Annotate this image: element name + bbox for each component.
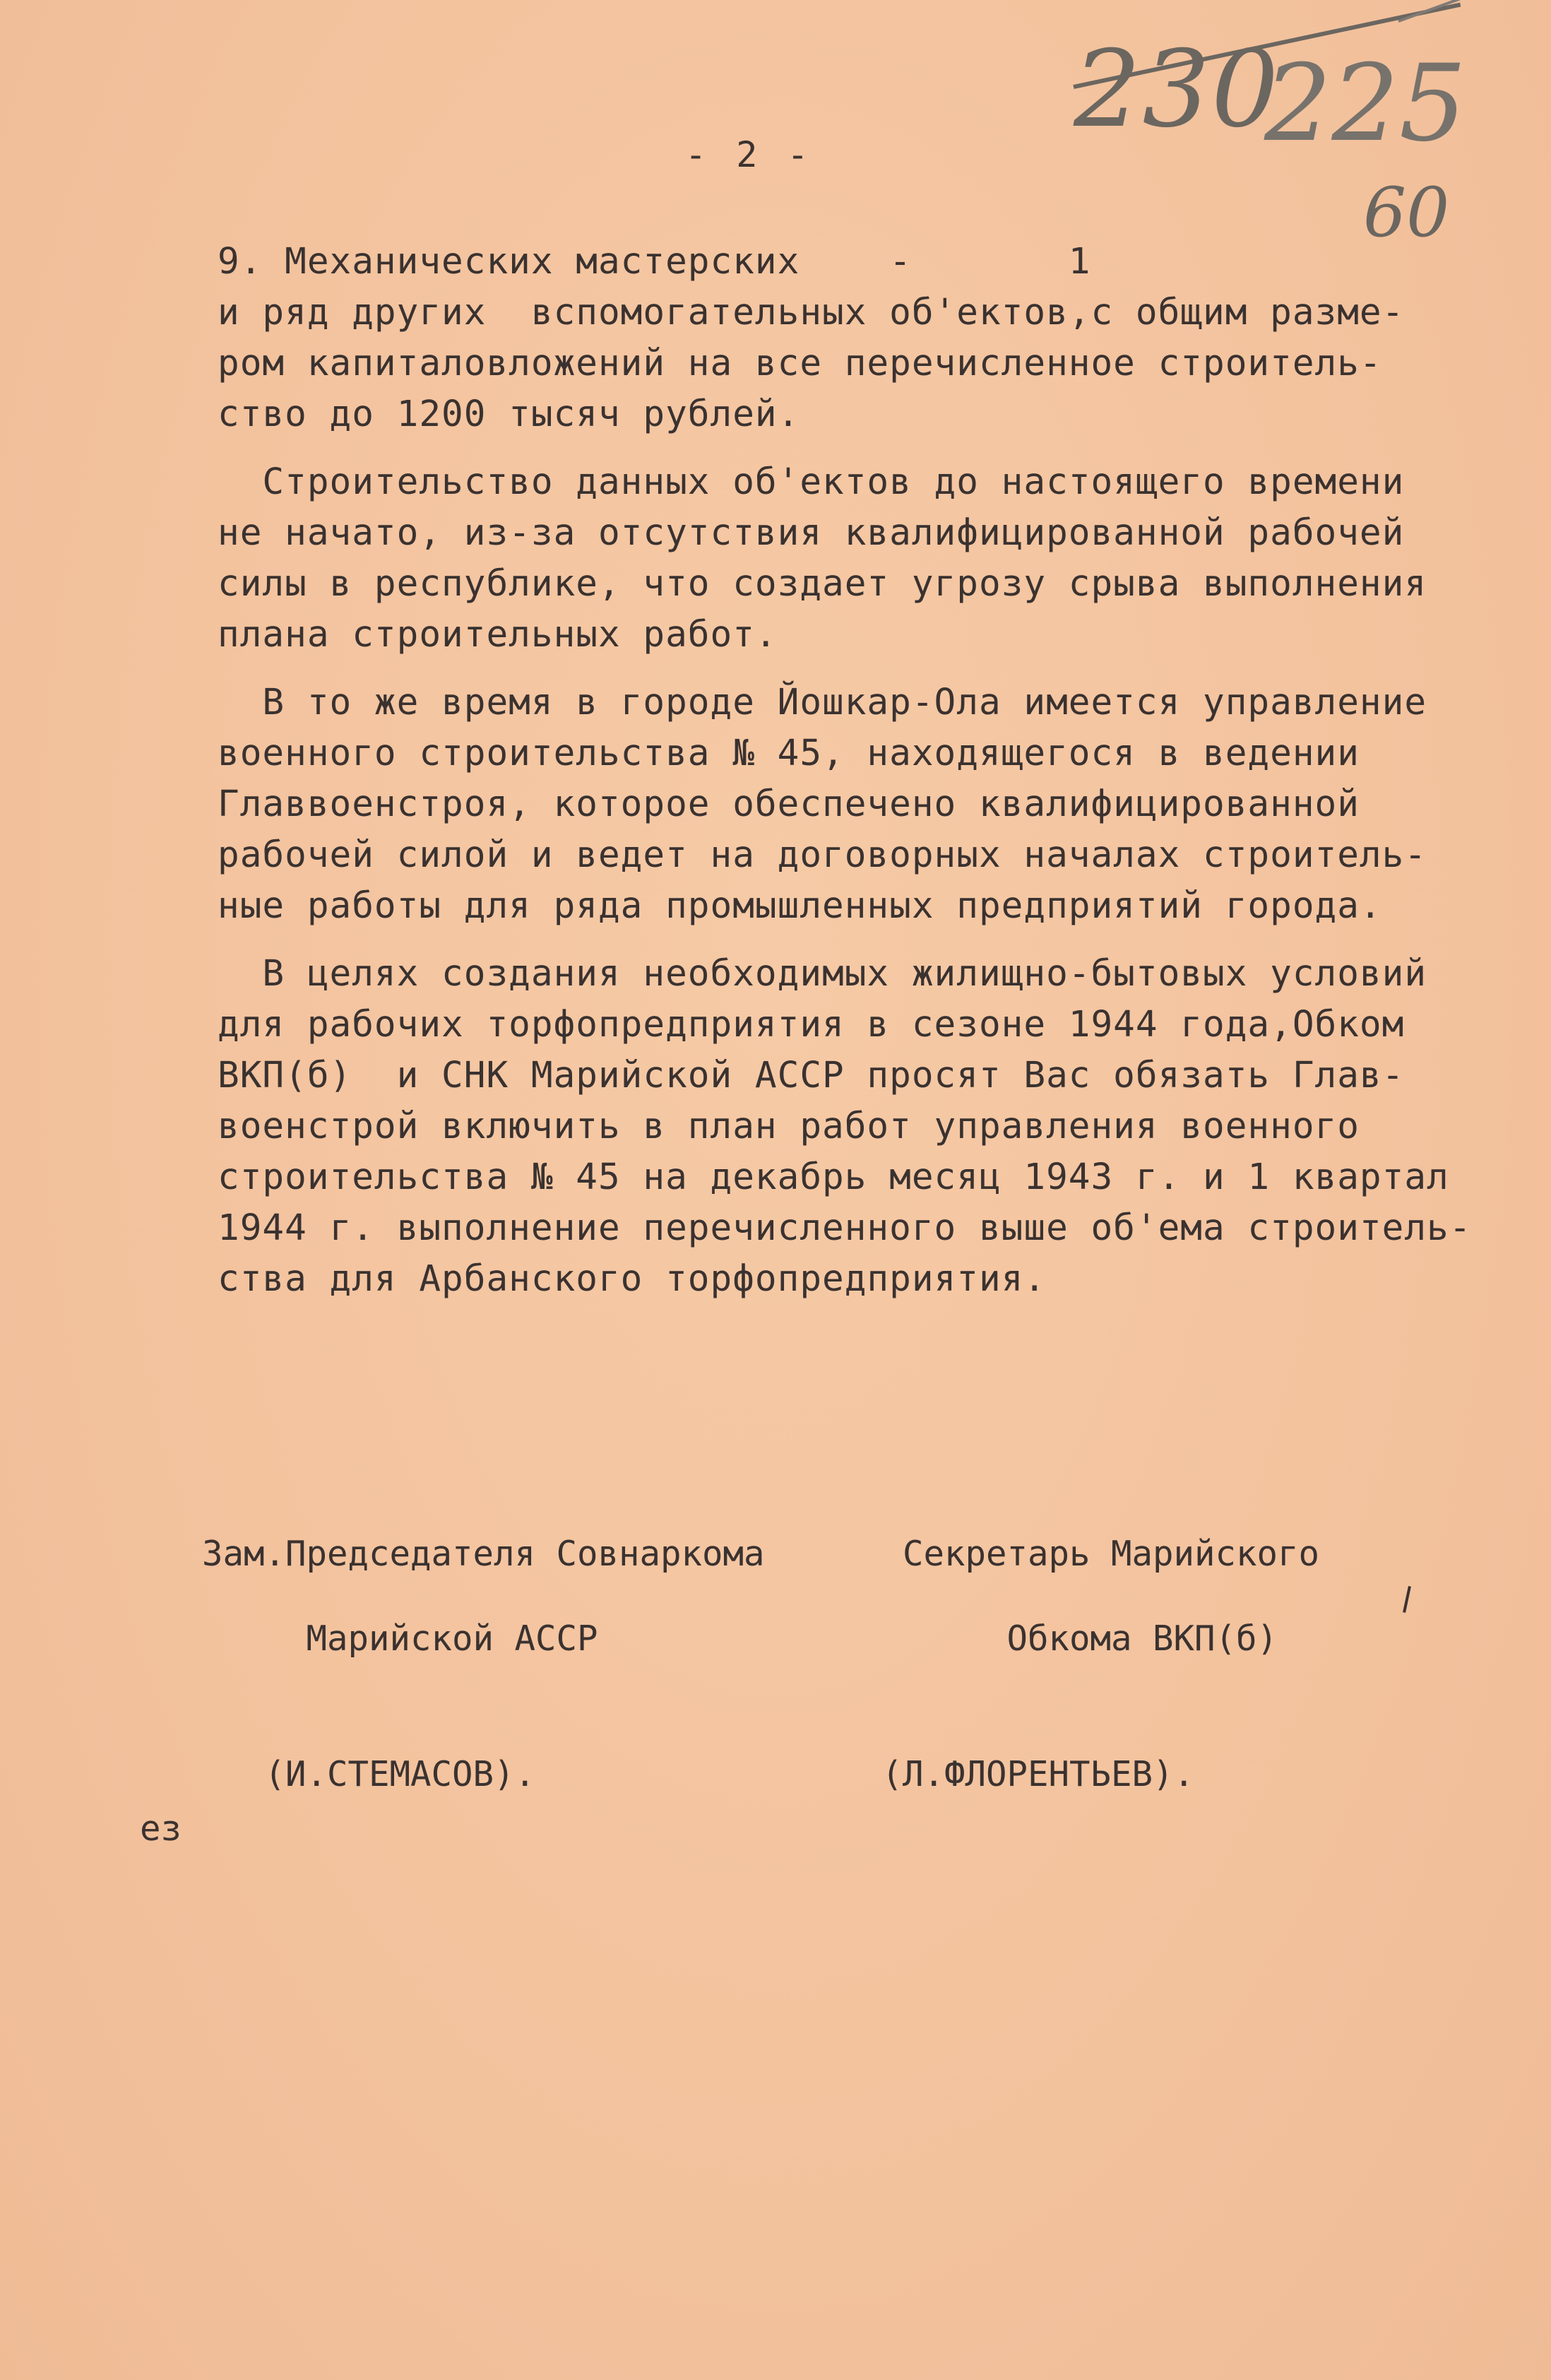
typist-initials: ез — [140, 1808, 182, 1849]
body-line: военстрой включить в план работ управления военного — [218, 1106, 1360, 1147]
signatory-name: (И.СТЕМАСОВ). — [119, 1754, 536, 1794]
letter-body — [218, 237, 1510, 1305]
body-line: ВКП(б) и СНК Марийской АССР просят Вас обязать Глав- — [218, 1055, 1405, 1096]
body-line: ство до 1200 тысяч рублей. — [218, 393, 800, 435]
signatory-title: Секретарь Марийского — [903, 1534, 1320, 1574]
body-line: военного строительства № 45, находящегося в ведении — [218, 733, 1360, 774]
body-line: 1944 г. выполнение перечисленного выше об'ема строитель- — [218, 1207, 1472, 1249]
body-line: строительства № 45 на декабрь месяц 1943 г. и 1 квартал — [218, 1156, 1449, 1198]
body-line: и ряд других вспомогательных об'ектов,с общим разме- — [218, 292, 1405, 333]
body-line: 9. Механических мастерских - 1 — [218, 241, 1091, 283]
body-line: не начато, из-за отсутствия квалифицированной рабочей — [218, 512, 1405, 554]
body-line: силы в республике, что создает угрозу срыва выполнения — [218, 563, 1427, 605]
crossed-out-archive-number: 225 — [1264, 42, 1467, 165]
signature-block-left — [119, 1491, 765, 1881]
archive-number: 230 — [1074, 28, 1280, 151]
page-number: - 2 - — [685, 134, 813, 175]
signatory-title-line2: Обкома ВКП(б) — [903, 1618, 1278, 1659]
body-line: В целях создания необходимых жилищно-бытовых условий — [218, 953, 1427, 995]
body-line: Строительство данных об'ектов до настоящего времени — [218, 461, 1405, 503]
paragraph-gap — [218, 932, 1510, 949]
body-line: ные работы для ряда промышленных предприятий города. — [218, 885, 1382, 927]
body-line: плана строительных работ. — [218, 614, 778, 656]
body-line: В то же время в городе Йошкар-Ола имеется управление — [218, 682, 1427, 723]
sheet-number: 60 — [1363, 173, 1450, 252]
pen-tick-mark — [1403, 1586, 1411, 1613]
body-line: рабочей силой и ведет на договорных началах строитель- — [218, 834, 1427, 876]
signature-block-right — [819, 1491, 1319, 1881]
body-line: ства для Арбанского торфопредприятия. — [218, 1258, 1047, 1300]
paragraph-gap — [218, 661, 1510, 677]
signatory-name: (Л.ФЛОРЕНТЬЕВ). — [819, 1754, 1195, 1794]
body-line: для рабочих торфопредприятия в сезоне 1944 года,Обком — [218, 1004, 1405, 1046]
paragraph-gap — [218, 440, 1510, 457]
signatory-title: Зам.Председателя Совнаркома — [202, 1534, 765, 1574]
body-line: ром капиталовложений на все перечисленное строитель- — [218, 343, 1382, 384]
signatory-title-line2: Марийской АССР — [202, 1618, 598, 1659]
body-line: Главвоенстроя, которое обеспечено квалифицированной — [218, 783, 1360, 825]
